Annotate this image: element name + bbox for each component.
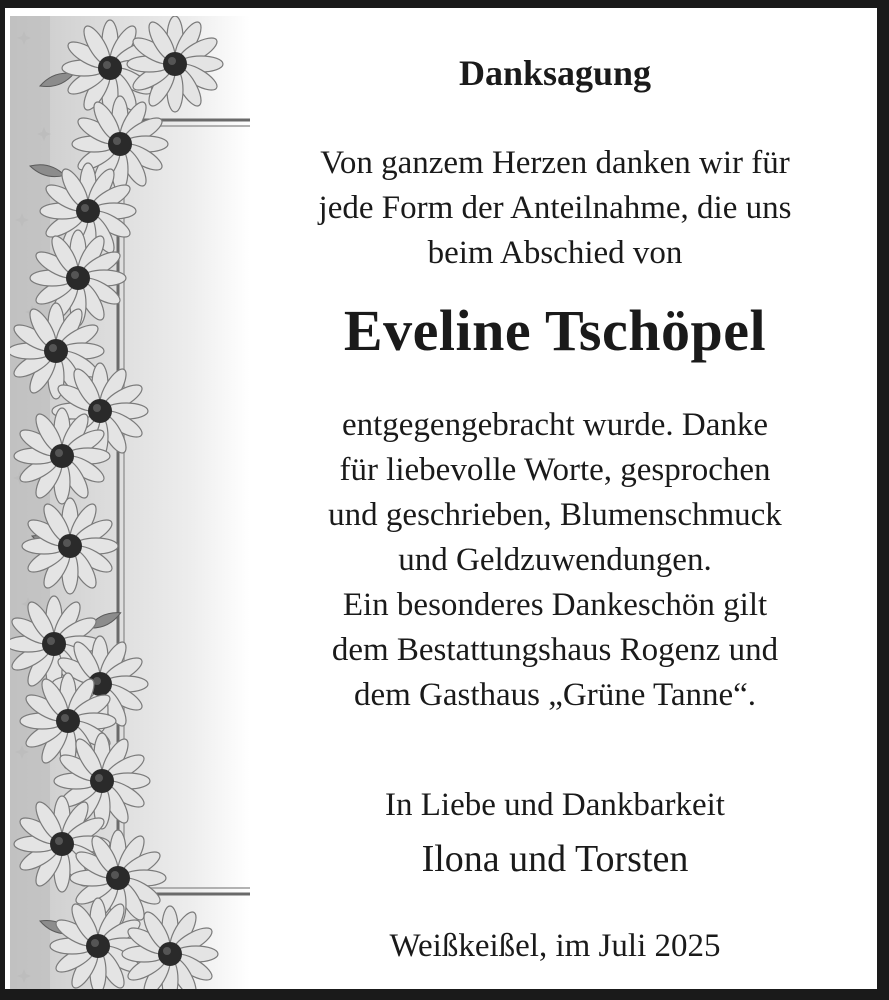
body-line: Ein besonderes Dankeschön gilt	[342, 587, 768, 623]
notice-heading: Danksagung	[458, 53, 652, 93]
flower-border-decoration	[10, 16, 250, 997]
body-line: für liebevolle Worte, gesprochen	[339, 452, 771, 488]
deceased-name: Eveline Tschöpel	[343, 298, 767, 363]
closing-phrase: In Liebe und Dankbarkeit	[385, 787, 725, 823]
intro-line: beim Abschied von	[427, 235, 683, 271]
intro-paragraph	[235, 141, 875, 276]
body-line: dem Gasthaus „Grüne Tanne“.	[353, 677, 757, 713]
body-line: und Geldzuwendungen.	[398, 542, 712, 578]
place-and-date: Weißkeißel, im Juli 2025	[389, 928, 721, 964]
body-line: und geschrieben, Blumenschmuck	[328, 497, 782, 533]
signers: Ilona und Torsten	[421, 838, 689, 880]
body-paragraph	[235, 403, 875, 718]
body-line: entgegengebracht wurde. Danke	[341, 407, 769, 443]
body-line: dem Bestattungshaus Rogenz und	[331, 632, 779, 668]
intro-line: Von ganzem Herzen danken wir für	[320, 145, 790, 181]
intro-line: jede Form der Anteilnahme, die uns	[318, 190, 792, 226]
